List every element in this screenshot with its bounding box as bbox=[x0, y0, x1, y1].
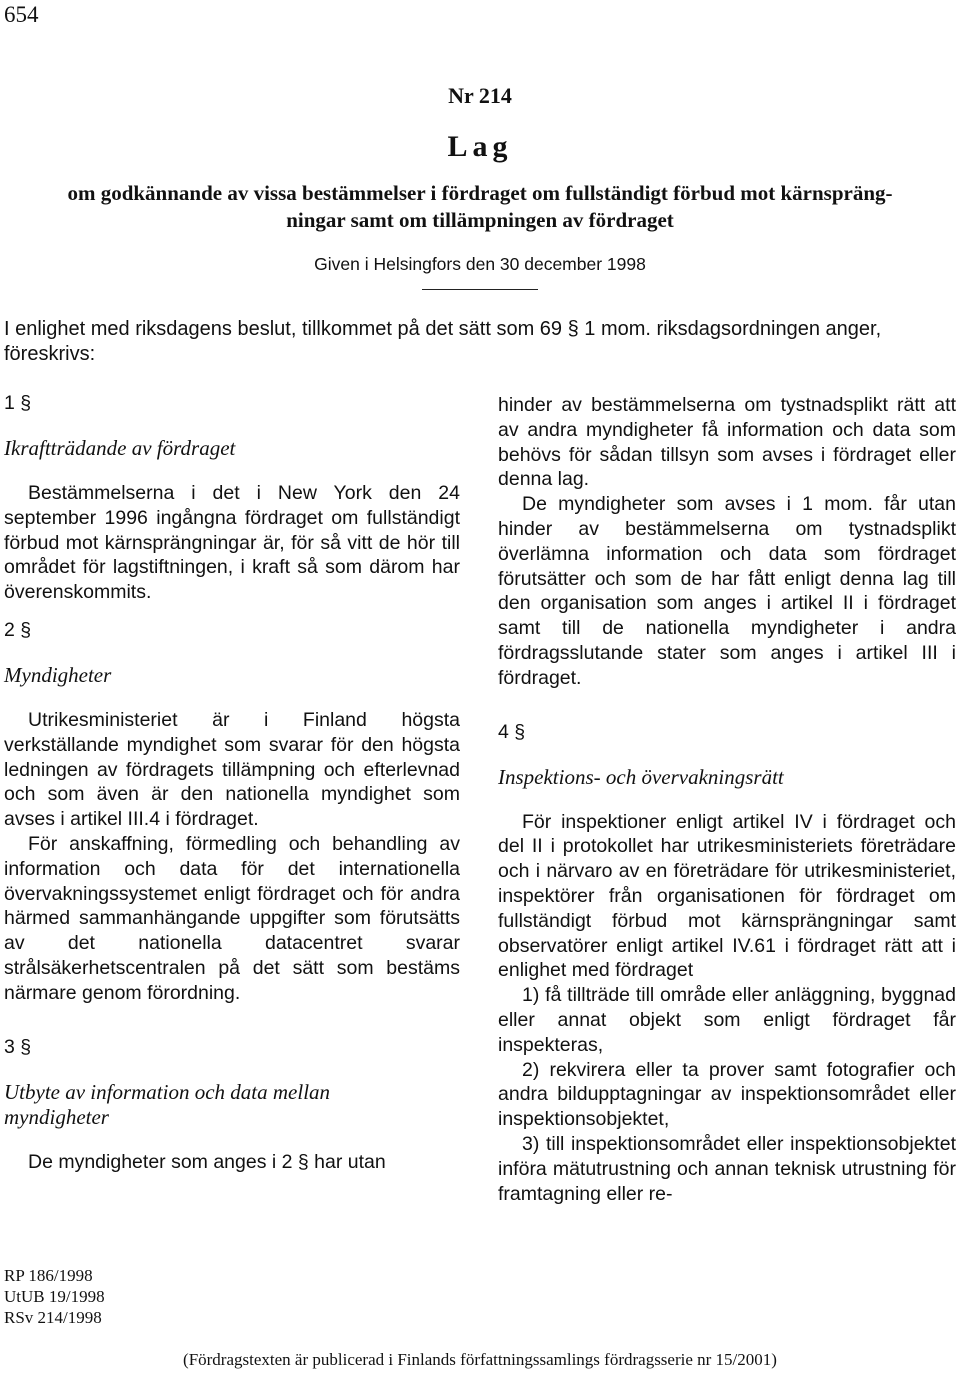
reference-government-bill: RP 186/1998 bbox=[4, 1266, 93, 1285]
law-title: Lag bbox=[447, 130, 513, 163]
section-1-title: Ikraftträdande av fördraget bbox=[4, 436, 236, 460]
legislative-references bbox=[4, 1265, 105, 1328]
subtitle-line-1: om godkännande av vissa bestämmelser i fördraget om fullständigt förbud mot kärnspräng- bbox=[67, 181, 893, 205]
section-2-paragraph-1: Utrikesministeriet är i Finland högsta verkställande myndighet som svarar för den högsta ledningen av fördragets tillämpning och efterlevnad och som även är den nationella myndighet som avses i artikel III.4 i fördraget. bbox=[4, 708, 460, 831]
reference-parliament-reply: RSv 214/1998 bbox=[4, 1308, 102, 1327]
left-column bbox=[4, 390, 460, 1174]
section-2-number: 2 § bbox=[4, 618, 32, 641]
given-date: Given i Helsingfors den 30 december 1998 bbox=[314, 254, 646, 274]
page-number: 654 bbox=[4, 2, 39, 27]
header-divider bbox=[422, 289, 538, 290]
section-3-title-line-2: myndigheter bbox=[4, 1104, 109, 1129]
section-4-item-1: 1) få tillträde till område eller anläggning, byggnad eller annat objekt som enligt fördraget får inspekteras, bbox=[498, 984, 956, 1056]
section-2-paragraph-2: För anskaffning, förmedling och behandling av information och data för det internationella övervakningssystemet enligt fördraget och för andra härmed sammanhängande uppgifter som förutsätts av det nationella datacentret svarar strålsäkerhetscentralen på det sätt som bestäms närmare genom förordning. bbox=[4, 832, 460, 1004]
section-4-paragraph: För inspektioner enligt artikel IV i fördraget och del II i protokollet har utrikesministeriets företrädare och i närvaro av en företrädare för utrikesministeriet, inspektörer från organisationen för fördraget om fullständigt förbud mot kärnsprängningar samt observatörer enligt artikel IV.61 i fördraget rätt att i enlighet med fördraget bbox=[498, 810, 956, 982]
section-3-title-line-1: Utbyte av information och data mellan bbox=[4, 1079, 331, 1104]
right-column bbox=[498, 393, 956, 1206]
section-2-title: Myndigheter bbox=[4, 662, 112, 687]
section-4-item-2: 2) rekvirera eller ta prover samt fotografier och andra bildupptagningar av inspektionsområdet eller inspektionsobjektet, bbox=[498, 1058, 956, 1131]
footer-note: (Fördragstexten är publicerad i Finlands författningssamlings fördragsserie nr 15/2001) bbox=[183, 1350, 777, 1369]
section-4-number: 4 § bbox=[498, 720, 526, 743]
section-3-paragraph-1-start: De myndigheter som anges i 2 § har utan bbox=[28, 1150, 386, 1173]
reference-committee-report: UtUB 19/1998 bbox=[4, 1287, 105, 1306]
section-3-paragraph-2: De myndigheter som avses i 1 mom. får utan hinder av bestämmelserna om tystnadsplikt överlämna information och data som fördraget förutsätter och som de har fått enligt denna lag till den organisation som anges i artikel II i fördraget samt till de nationella myndigheter i andra fördragsslutande stater som anges i artikel III i fördraget. bbox=[498, 493, 956, 689]
section-4-item-3: 3) till inspektionsområdet eller inspektionsobjektet införa mätutrustning och annan teknisk utrustning för framtagning eller re- bbox=[498, 1132, 956, 1205]
section-1-paragraph: Bestämmelserna i det i New York den 24 september 1996 ingångna fördraget om fullständigt förbud mot kärnsprängningar är, för så vitt de hör till området för lagstiftningen, i kraft så som därom har överenskommits. bbox=[4, 482, 460, 604]
law-subtitle bbox=[4, 180, 956, 234]
statute-number: Nr 214 bbox=[448, 83, 512, 108]
section-1-number: 1 § bbox=[4, 392, 32, 414]
document-header bbox=[0, 82, 960, 164]
section-3-number: 3 § bbox=[4, 1035, 32, 1058]
section-3-paragraph-1-continued: hinder av bestämmelserna om tystnadsplikt rätt att av andra myndigheter få information och data som behövs för sådan tillsyn som avses i fördraget eller denna lag. bbox=[498, 394, 956, 491]
intro-paragraph: I enlighet med riksdagens beslut, tillkommet på det sätt som 69 § 1 mom. riksdagsordningen anger, föreskrivs: bbox=[4, 318, 882, 365]
section-4-title: Inspektions- och övervakningsrätt bbox=[498, 764, 784, 789]
subtitle-line-2: ningar samt om tillämpningen av fördraget bbox=[286, 208, 674, 232]
